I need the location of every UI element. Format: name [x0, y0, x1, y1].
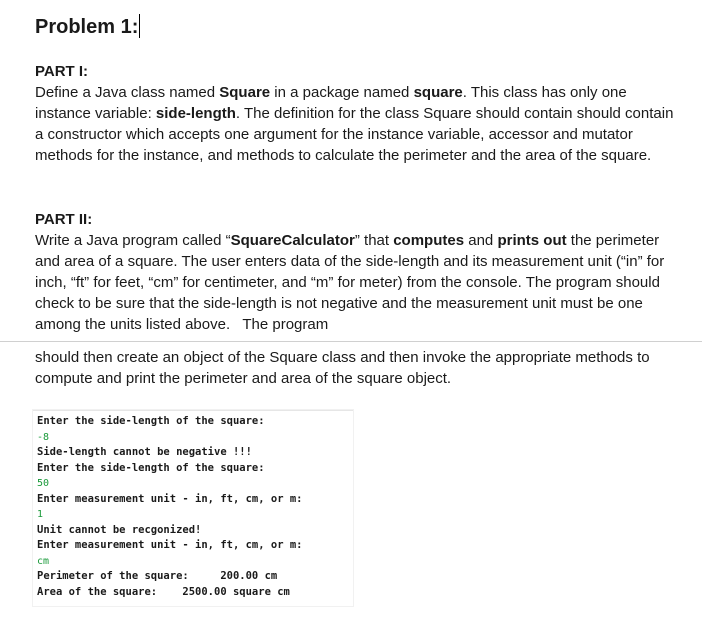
console-input-line: cm — [37, 555, 50, 567]
text-run: Define a Java class named — [35, 84, 220, 101]
console-output-line: Unit cannot be recgonized! — [37, 523, 202, 536]
console-output-line: Enter measurement unit - in, ft, cm, or m: — [37, 539, 303, 551]
console-input-line: 1 — [37, 509, 44, 520]
text-run: . The definition for the class Square should contain should contain a constructor which accepts one argument for the instance variable, accessor and mutator methods for the instance, and methods to calculate the perimeter and the area of the square. — [35, 105, 674, 164]
text-run: in a package named — [270, 84, 414, 101]
page-title: Problem 1: — [35, 16, 139, 38]
page-divider — [0, 341, 702, 342]
console-output-line: Area of the square: 2500.00 square cm — [37, 585, 290, 598]
bold-term: square — [413, 84, 463, 101]
part-1-text — [35, 82, 675, 166]
text-run: . This class has only one instance variable: — [35, 84, 627, 122]
bold-term: side-length — [155, 105, 236, 122]
text-run: ” that — [354, 232, 394, 249]
bold-term: computes — [393, 232, 465, 249]
console-output-line: Enter the side-length of the square: — [37, 415, 265, 427]
part-1-section — [35, 61, 675, 166]
part-2-text — [35, 230, 675, 335]
part-2-heading: PART II: — [35, 211, 93, 228]
part-2-continued-text: should then create an object of the Square class and then invoke the appropriate methods to compute and print the perimeter and area of the square object. — [35, 349, 650, 387]
console-input-line: -8 — [37, 431, 50, 443]
bold-term: SquareCalculator — [230, 232, 355, 249]
text-run: the perimeter and area of a square. The user enters data of the side-length and its measurement unit (“in” for inch, “ft” for feet, “cm” for centimeter, and “m” for meter) from the console. The program should check to be sure that the side-length is not negative and the measurement unit must be one among the units listed above. The program — [35, 232, 665, 333]
console-input-line: 50 — [37, 478, 50, 489]
console-output-line: Perimeter of the square: 200.00 cm — [37, 570, 278, 582]
console-output-line: Side-length cannot be negative !!! — [37, 446, 252, 458]
console-output-line: Enter the side-length of the square: — [37, 461, 265, 474]
console-output-line: Enter measurement unit - in, ft, cm, or m: — [37, 492, 303, 505]
part-2-section — [35, 209, 675, 335]
text-cursor — [139, 14, 140, 38]
bold-term: Square — [219, 84, 271, 101]
bold-term: prints out — [497, 232, 567, 249]
part-1-heading: PART I: — [35, 63, 89, 80]
text-run: and — [464, 232, 498, 249]
text-run: Write a Java program called “ — [35, 232, 231, 249]
part-2-continued-section — [35, 347, 675, 389]
console-output-screenshot — [33, 410, 353, 606]
